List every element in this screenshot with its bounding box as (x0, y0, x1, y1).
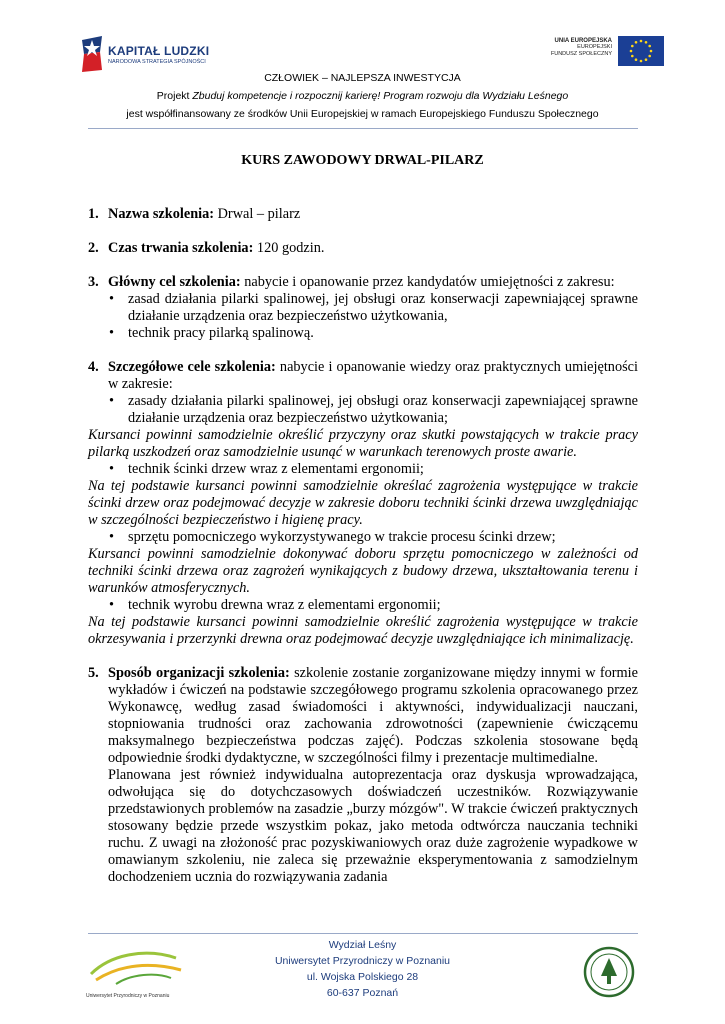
section-2-text: 120 godzin. (253, 240, 325, 256)
kapital-ludzki-title: KAPITAŁ LUDZKI (108, 44, 210, 58)
section-5-paragraph-2: Planowana jest również indywidualna autoprezentacja oraz dyskusja wprowadzająca, odwołująca się do dotychczasowych doświadczeń uczestników. Rozwiązywanie przedstawionych problemów na zasadzie „burzy mózgów". W trakcie ćwiczeń praktycznych stosowany będzie przede wszystkim pokaz, jako metoda odtwórcza nauczania techniki ruchu. Z uwagi na złożoność prac pozyskiwaniowych oraz duże zagrożenie wypadkowe w omawianym szkoleniu, nie zaleca się przeważnie eksperymentowania z samodzielnym dochodzeniem ucznia do rozwiązywania zadania (108, 767, 638, 885)
section-2 (88, 240, 638, 257)
section-3-bullets (88, 291, 638, 342)
page-title: KURS ZAWODOWY DRWAL-PILARZ (241, 153, 484, 168)
section-5 (88, 665, 638, 767)
section-1-label: Nazwa szkolenia: (108, 206, 215, 222)
section-3-label: Główny cel szkolenia: (108, 274, 241, 290)
section-4-bullets-1 (88, 393, 638, 427)
document-body (88, 206, 638, 886)
footer-divider (88, 933, 638, 934)
list-item: • sprzętu pomocniczego wykorzystywanego w trakcie procesu ścinki drzew; (88, 529, 638, 546)
section-4-label: Szczegółowe cele szkolenia: (108, 359, 276, 375)
eu-logo (548, 36, 664, 68)
kapital-ludzki-star-icon (80, 34, 106, 74)
header-slogan: CZŁOWIEK – NAJLEPSZA INWESTYCJA (264, 72, 461, 84)
section-5-label: Sposób organizacji szkolenia: (108, 665, 290, 681)
section-5-text: szkolenie zostanie zorganizowane między innymi w formie wykładów i ćwiczeń na podstawie szczegółowego programu szkolenia opracowanego przez Wykonawcę, według zasad świadomości i aktywności, indywidualizacji nauczani, stopniowania trudności oraz zachowania zdrowotności (zapewnienie ćwiczącemu maksymalnego bezpieczeństwa podczas zajęć). Podczas szkolenia stosowane będą odpowiednie środki dydaktyczne, w szczególności filmy i prezentacje multimedialne. (108, 665, 638, 766)
kapital-ludzki-logo (80, 34, 220, 76)
eu-logo-line3: FUNDUSZ SPOŁECZNY (550, 51, 612, 57)
section-3-text: nabycie i opanowanie przez kandydatów umiejętności z zakresu: (240, 274, 615, 290)
section-5-number: 5. (88, 665, 99, 681)
list-item: • technik pracy pilarką spalinową. (88, 325, 638, 342)
section-1-text: Drwal – pilarz (214, 206, 301, 222)
eu-logo-line1: UNIA EUROPEJSKA (554, 38, 612, 44)
section-2-number: 2. (88, 240, 99, 256)
eu-logo-line2: EUROPEJSKI (577, 44, 612, 50)
footer-university: Uniwersytet Przyrodniczy w Poznaniu (274, 955, 451, 967)
eu-logo-text (551, 38, 612, 58)
section-4-number: 4. (88, 359, 99, 375)
section-4-bullets-3 (88, 529, 638, 546)
list-item: • technik wyrobu drewna wraz z elementami ergonomii; (88, 597, 638, 614)
section-2-label: Czas trwania szkolenia: (108, 240, 254, 256)
section-4-note-3: Kursanci powinni samodzielnie dokonywać doboru sprzętu pomocniczego w zależności od techniki ścinki drzewa oraz zagrożeń wynikających z budowy drzewa, ukształtowania terenu i warunków atmosferycznych. (88, 546, 638, 596)
footer-faculty: Wydział Leśny (328, 939, 397, 951)
header-divider (88, 128, 638, 129)
section-4-note-1: Kursanci powinni samodzielnie określić przyczyny oraz skutki powstających w trakcie pracy pilarką uszkodzeń oraz samodzielnie usunąć w warunkach terenowych proste awarie. (88, 427, 638, 460)
footer-city: 60-637 Poznań (326, 987, 399, 999)
section-3-number: 3. (88, 274, 99, 290)
eu-flag-icon (618, 36, 664, 66)
section-4-note-4: Na tej podstawie kursanci powinni samodzielnie określić zagrożenia występujące w trakcie okrzesywania i przerzynki drewna oraz podejmować decyzje uwzględniające ich minimalizację. (88, 614, 638, 647)
header-project-prefix: Projekt (156, 90, 193, 102)
section-4-text: nabycie i opanowanie wiedzy oraz praktycznych umiejętności w zakresie: (108, 359, 638, 392)
section-1 (88, 206, 638, 223)
header-project-name: Zbuduj kompetencje i rozpocznij karierę! Program rozwoju dla Wydziału Leśnego (192, 90, 569, 102)
section-3 (88, 274, 638, 291)
section-4-bullets-4 (88, 597, 638, 614)
header-project-line (0, 90, 725, 102)
list-item: • technik ścinki drzew wraz z elementami ergonomii; (88, 461, 638, 478)
kapital-ludzki-subtitle: NARODOWA STRATEGIA SPÓJNOŚCI (108, 59, 206, 65)
faculty-seal (583, 944, 635, 1000)
footer-street: ul. Wojska Polskiego 28 (306, 971, 419, 983)
faculty-seal-icon (583, 944, 635, 1000)
section-4-note-2: Na tej podstawie kursanci powinni samodzielnie określać zagrożenia występujące w trakcie ścinki drzew oraz podejmować decyzje w zakresie doboru techniki ścinki drzewa uwzględniając w szczególności bezpieczeństwo i higienę pracy. (88, 478, 638, 528)
list-item: • zasad działania pilarki spalinowej, jej obsługi oraz konserwacji zapewniającej sprawne działanie urządzenia oraz bezpieczeństwo użytkowania, (88, 291, 638, 325)
list-item: • zasady działania pilarki spalinowej, jej obsługi oraz konserwacji zapewniającej sprawne działanie urządzenia oraz bezpieczeństwo użytkowania; (88, 393, 638, 427)
section-4 (88, 359, 638, 393)
section-4-bullets-2 (88, 461, 638, 478)
header-funding-line: jest współfinansowany ze środków Unii Europejskiej w ramach Europejskiego Funduszu Społecznego (126, 108, 599, 120)
section-1-number: 1. (88, 206, 99, 222)
university-logo-caption: Uniwersytet Przyrodniczy w Poznaniu (86, 993, 170, 999)
